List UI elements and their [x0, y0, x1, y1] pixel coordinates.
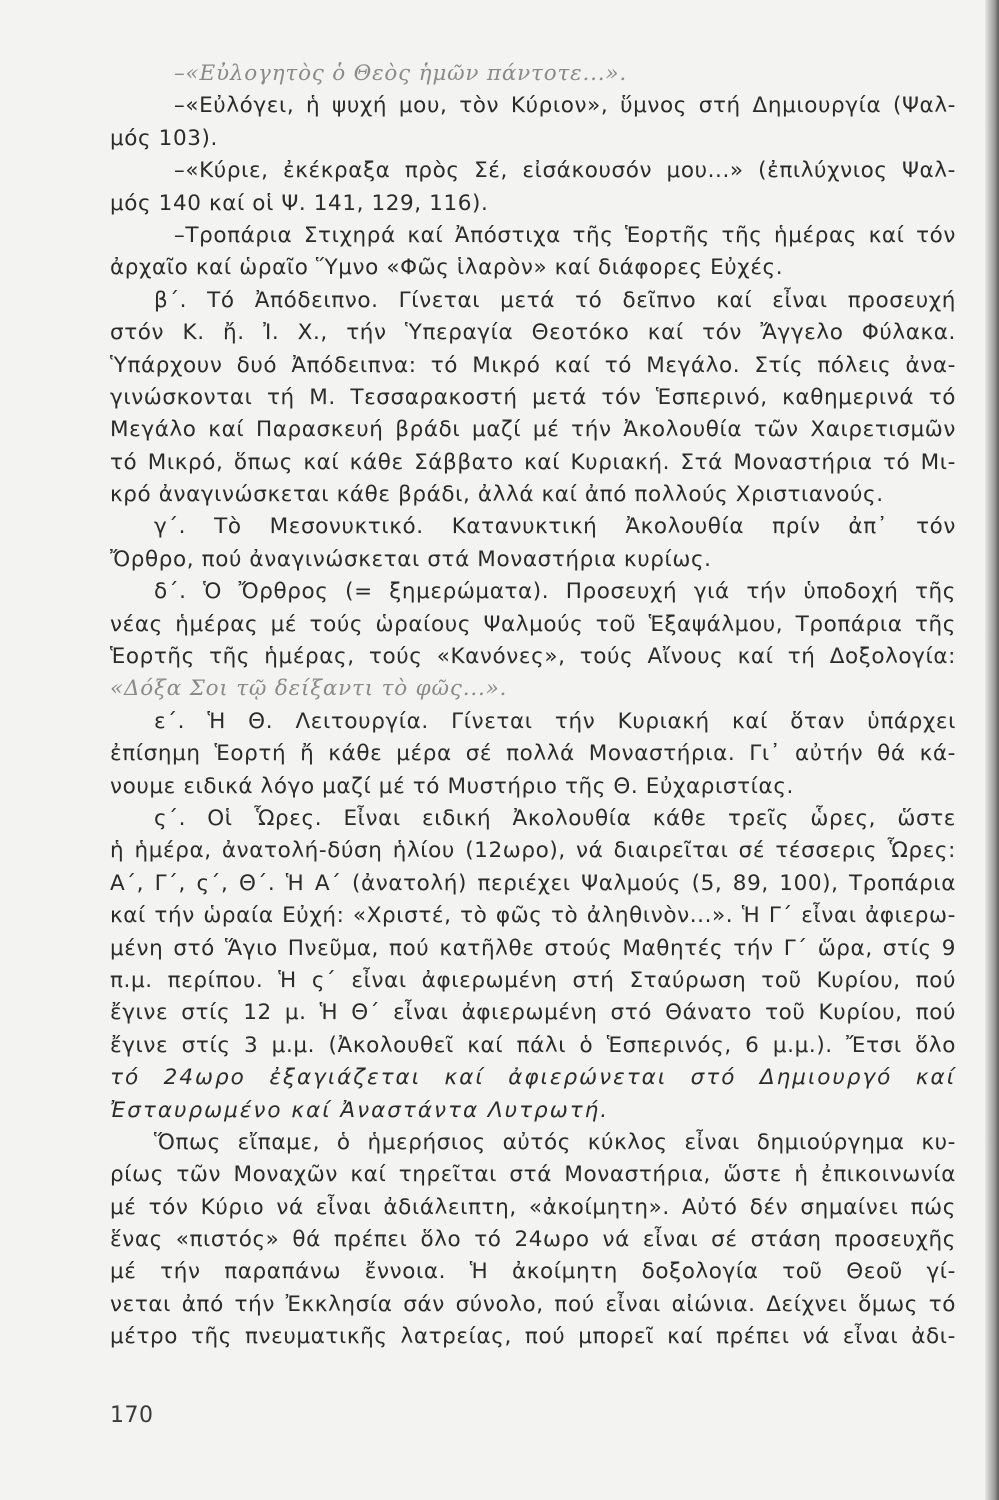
body-text	[110, 58, 956, 1354]
text-line: γ΄. Τὸ Μεσονυκτικό. Κατανυκτική Ἀκολουθία πρίν ἀπ᾽ τόν	[154, 514, 956, 540]
text-line: ρίως τῶν Μοναχῶν καί τηρεῖται στά Μοναστήρια, ὥστε ἡ ἐπικοινωνία	[110, 1162, 956, 1188]
text-line: στόν Κ. ἤ. Ἰ. Χ., τήν Ὑπεραγία Θεοτόκο καί τόν Ἄγγελο Φύλακα.	[110, 320, 956, 346]
text-line: ε΄. Ἡ Θ. Λειτουργία. Γίνεται τήν Κυριακή καί ὅταν ὑπάρχει	[154, 708, 956, 734]
text-line: μέ τόν Κύριο νά εἶναι ἀδιάλειπτη, «ἀκοίμητη». Αὐτό δέν σημαίνει πώς	[110, 1194, 956, 1220]
text-line: νεται ἀπό τήν Ἐκκλησία σάν σύνολο, πού εἶναι αἰώνια. Δείχνει ὅμως τό	[110, 1291, 956, 1317]
text-line: –Τροπάρια Στιχηρά καί Ἀπόστιχα τῆς Ἑορτῆς τῆς ἡμέρας καί τόν	[174, 222, 956, 248]
text-line: μός 140 καί οἱ Ψ. 141, 129, 116).	[110, 190, 489, 216]
text-line: τό Μικρό, ὅπως καί κάθε Σάββατο καί Κυριακή. Στά Μοναστήρια τό Μι-	[110, 449, 956, 475]
page-number: 170	[110, 1403, 154, 1428]
text-line: γινώσκονται τή Μ. Τεσσαρακοστή μετά τόν Ἑσπερινό, καθημερινά τό	[110, 384, 956, 410]
text-line: ἡ ἡμέρα, ἀνατολή-δύση ἡλίου (12ωρο), νά διαιρεῖται σέ τέσσερις Ὧρες:	[110, 838, 956, 864]
page-edge-shadow	[985, 0, 999, 1500]
text-line: καί τήν ὡραία Εὐχή: «Χριστέ, τὸ φῶς τὸ ἀληθινὸν...». Ἡ Γ΄ εἶναι ἀφιερω-	[110, 903, 956, 929]
text-line: τό 24ωρο ἐξαγιάζεται καί ἀφιερώνεται στό Δημιουργό καί	[110, 1065, 956, 1091]
text-line: κρό ἀναγινώσκεται κάθε βράδι, ἀλλά καί ἀπό πολλούς Χριστιανούς.	[110, 482, 884, 508]
text-line: –«Εὐλογητὸς ὁ Θεὸς ἡμῶν πάντοτε...».	[174, 61, 628, 86]
text-line: Ἑορτῆς τῆς ἡμέρας, τούς «Κανόνες», τούς Αἴνους καί τή Δοξολογία:	[110, 644, 956, 670]
text-line: Ἐσταυρωμένο καί Ἀναστάντα Λυτρωτή.	[110, 1097, 610, 1123]
text-line: μέτρο τῆς πνευματικῆς λατρείας, πού μπορεῖ καί πρέπει νά εἶναι ἀδι-	[110, 1324, 956, 1350]
text-line: ἕνας «πιστός» θά πρέπει ὅλο τό 24ωρο νά εἶναι σέ στάση προσευχῆς	[110, 1227, 956, 1253]
text-line: Ὄρθρο, πού ἀναγινώσκεται στά Μοναστήρια κυρίως.	[110, 546, 712, 572]
text-line: β΄. Τό Ἀπόδειπνο. Γίνεται μετά τό δεῖπνο καί εἶναι προσευχή	[154, 287, 956, 313]
text-line: Α΄, Γ΄, ς΄, Θ΄. Ἡ Α΄ (ἀνατολή) περιέχει Ψαλμούς (5, 89, 100), Τροπάρια	[110, 870, 956, 896]
text-line: «Δόξα Σοι τῷ δείξαντι τὸ φῶς...».	[110, 676, 508, 702]
text-line: νουμε ειδικά λόγο μαζί μέ τό Μυστήριο τῆς Θ. Εὐχαριστίας.	[110, 773, 794, 799]
text-line: –«Εὐλόγει, ἡ ψυχή μου, τὸν Κύριον», ὕμνος στή Δημιουργία (Ψαλ-	[174, 93, 956, 119]
text-line: μένη στό Ἅγιο Πνεῦμα, πού κατῆλθε στούς Μαθητές τήν Γ΄ ὥρα, στίς 9	[110, 935, 956, 961]
text-line: Ὑπάρχουν δυό Ἀπόδειπνα: τό Μικρό καί τό Μεγάλο. Στίς πόλεις ἀνα-	[110, 352, 956, 378]
text-line: νέας ἡμέρας μέ τούς ὡραίους Ψαλμούς τοῦ Ἑξαψάλμου, Τροπάρια τῆς	[110, 611, 956, 637]
text-line: ἐπίσημη Ἑορτή ἤ κάθε μέρα σέ πολλά Μοναστήρια. Γι᾽ αὐτήν θά κά-	[110, 741, 956, 767]
text-line: π.μ. περίπου. Ἡ ς΄ εἶναι ἀφιερωμένη στή Σταύρωση τοῦ Κυρίου, πού	[110, 967, 956, 993]
text-line: μός 103).	[110, 125, 218, 151]
text-line: ἀρχαῖο καί ὡραῖο Ὕμνο «Φῶς ἱλαρὸν» καί διάφορες Εὐχές.	[110, 255, 784, 281]
text-line: Ὅπως εἴπαμε, ὁ ἡμερήσιος αὐτός κύκλος εἶναι δημιούργημα κυ-	[154, 1129, 956, 1155]
text-line: μέ τήν παραπάνω ἔννοια. Ἡ ἀκοίμητη δοξολογία τοῦ Θεοῦ γί-	[110, 1259, 956, 1285]
text-line: δ΄. Ὁ Ὄρθρος (= ξημερώματα). Προσευχή γιά τήν ὑποδοχή τῆς	[154, 579, 956, 605]
text-line: ἔγινε στίς 12 μ. Ἡ Θ΄ εἶναι ἀφιερωμένη στό Θάνατο τοῦ Κυρίου, πού	[110, 1000, 956, 1026]
text-line: Μεγάλο καί Παρασκευή βράδι μαζί μέ τήν Ἀκολουθία τῶν Χαιρετισμῶν	[110, 417, 956, 443]
text-line: ἔγινε στίς 3 μ.μ. (Ἀκολουθεῖ καί πάλι ὁ Ἑσπερινός, 6 μ.μ.). Ἔτσι ὅλο	[110, 1032, 956, 1058]
text-line: –«Κύριε, ἐκέκραξα πρὸς Σέ, εἰσάκουσόν μου...» (ἐπιλύχνιος Ψαλ-	[174, 158, 956, 184]
text-line: ς΄. Οἱ Ὧρες. Εἶναι ειδική Ἀκολουθία κάθε τρεῖς ὧρες, ὥστε	[154, 805, 956, 831]
